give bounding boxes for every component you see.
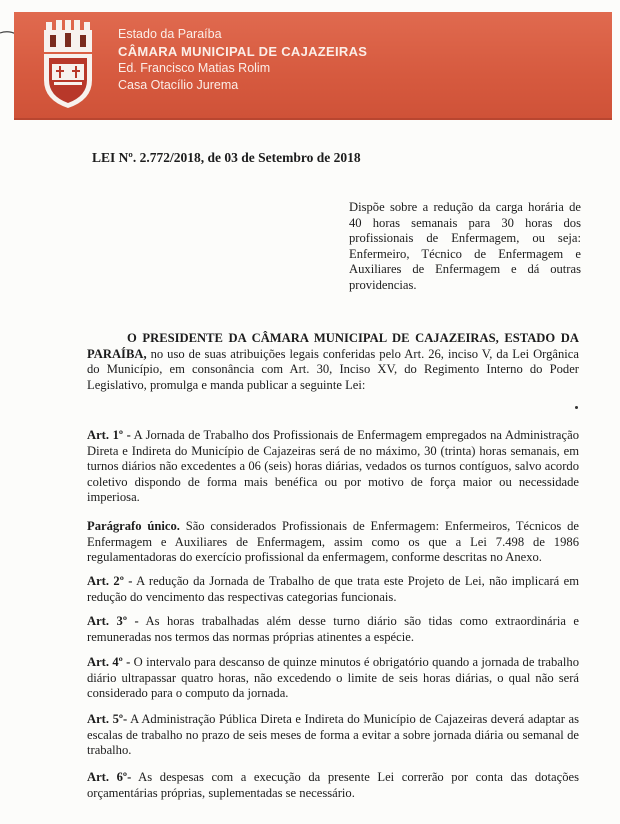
- article-text: A redução da Jornada de Trabalho de que trata este Projeto de Lei, não implicará em redução do vencimento das respectivas categorias funcionais.: [87, 574, 579, 604]
- article-3: [87, 614, 579, 645]
- article-head: Art. 5º-: [87, 712, 128, 726]
- preamble-text: no uso de suas atribuições legais conferidas pelo Art. 26, inciso V, da Lei Orgânica do Município, em consonância com Art. 30, Inciso XV, do Regimento Interno do Poder Legislativo, promulga e manda publicar a seguinte Lei:: [87, 346, 579, 392]
- article-head: Art. 1º -: [87, 428, 131, 442]
- article-head: Art. 3º -: [87, 614, 139, 628]
- coat-of-arms-icon: [38, 20, 98, 110]
- article-6: [87, 770, 579, 801]
- preamble-paragraph: [87, 331, 579, 393]
- stray-dot: [575, 406, 578, 409]
- article-text: O intervalo para descanso de quinze minutos é obrigatório quando a jornada de trabalho diário ultrapassar quatro horas, não excedendo o limite de seis horas diárias, o qual não será considerado para o computo da jornada.: [87, 655, 579, 701]
- article-1: [87, 428, 579, 506]
- ementa-summary: Dispõe sobre a redução da carga horária de 40 horas semanais para 30 horas dos profissionais de Enfermagem, ou seja: Enfermeiro, Técnico de Enfermagem e Auxiliares de Enfermagem e dá outras providencias.: [349, 200, 581, 292]
- house-name: Casa Otacílio Jurema: [118, 78, 239, 92]
- state-name: Estado da Paraíba: [118, 27, 222, 41]
- article-text: São considerados Profissionais de Enfermagem: Enfermeiros, Técnicos de Enfermagem e Auxiliares de Enfermagem, assim como os que a Lei 7.498 de 1986 regulamentadoras do exercício profissional da enfermagem, conforme descritas no Anexo.: [87, 519, 579, 565]
- article-2: [87, 574, 579, 605]
- article-head: Art. 2º -: [87, 574, 133, 588]
- preamble-lead: O PRESIDENTE DA CÂMARA MUNICIPAL DE CAJAZEIRAS, ESTADO DA PARAÍBA,: [87, 331, 579, 361]
- article-text: As horas trabalhadas além desse turno diário são tidas como extraordinária e remuneradas nos termos das normas próprias atinentes a espécie.: [87, 614, 579, 644]
- article-text: As despesas com a execução da presente Lei correrão por conta das dotações orçamentárias próprias, suplementadas se necessário.: [87, 770, 579, 800]
- sole-paragraph: [87, 519, 579, 566]
- institution-name: CÂMARA MUNICIPAL DE CAJAZEIRAS: [118, 44, 368, 59]
- article-5: [87, 712, 579, 759]
- article-head: Parágrafo único.: [87, 519, 180, 533]
- article-text: A Administração Pública Direta e Indireta do Município de Cajazeiras deverá adaptar as escalas de trabalho no prazo de seis meses de forma a evitar a sobre jornada diária ou semanal de trabalho.: [87, 712, 579, 758]
- law-title: LEI Nº. 2.772/2018, de 03 de Setembro de 2018: [92, 150, 361, 165]
- letterhead-banner: [14, 12, 612, 120]
- article-text: A Jornada de Trabalho dos Profissionais de Enfermagem empregados na Administração Direta e Indireta do Município de Cajazeiras será de no máximo, 30 (trinta) horas semanais, em turnos diários não excedentes a 06 (seis) horas diárias, vedados os turnos contíguos, salvo acordo coletivo dispondo de forma mais benéfica ou por motivo de força maior ou necessidade imperiosa.: [87, 428, 579, 505]
- building-name: Ed. Francisco Matias Rolim: [118, 61, 271, 75]
- letterhead-text: [118, 26, 367, 94]
- article-head: Art. 4º -: [87, 655, 131, 669]
- article-4: [87, 655, 579, 702]
- article-head: Art. 6º-: [87, 770, 132, 784]
